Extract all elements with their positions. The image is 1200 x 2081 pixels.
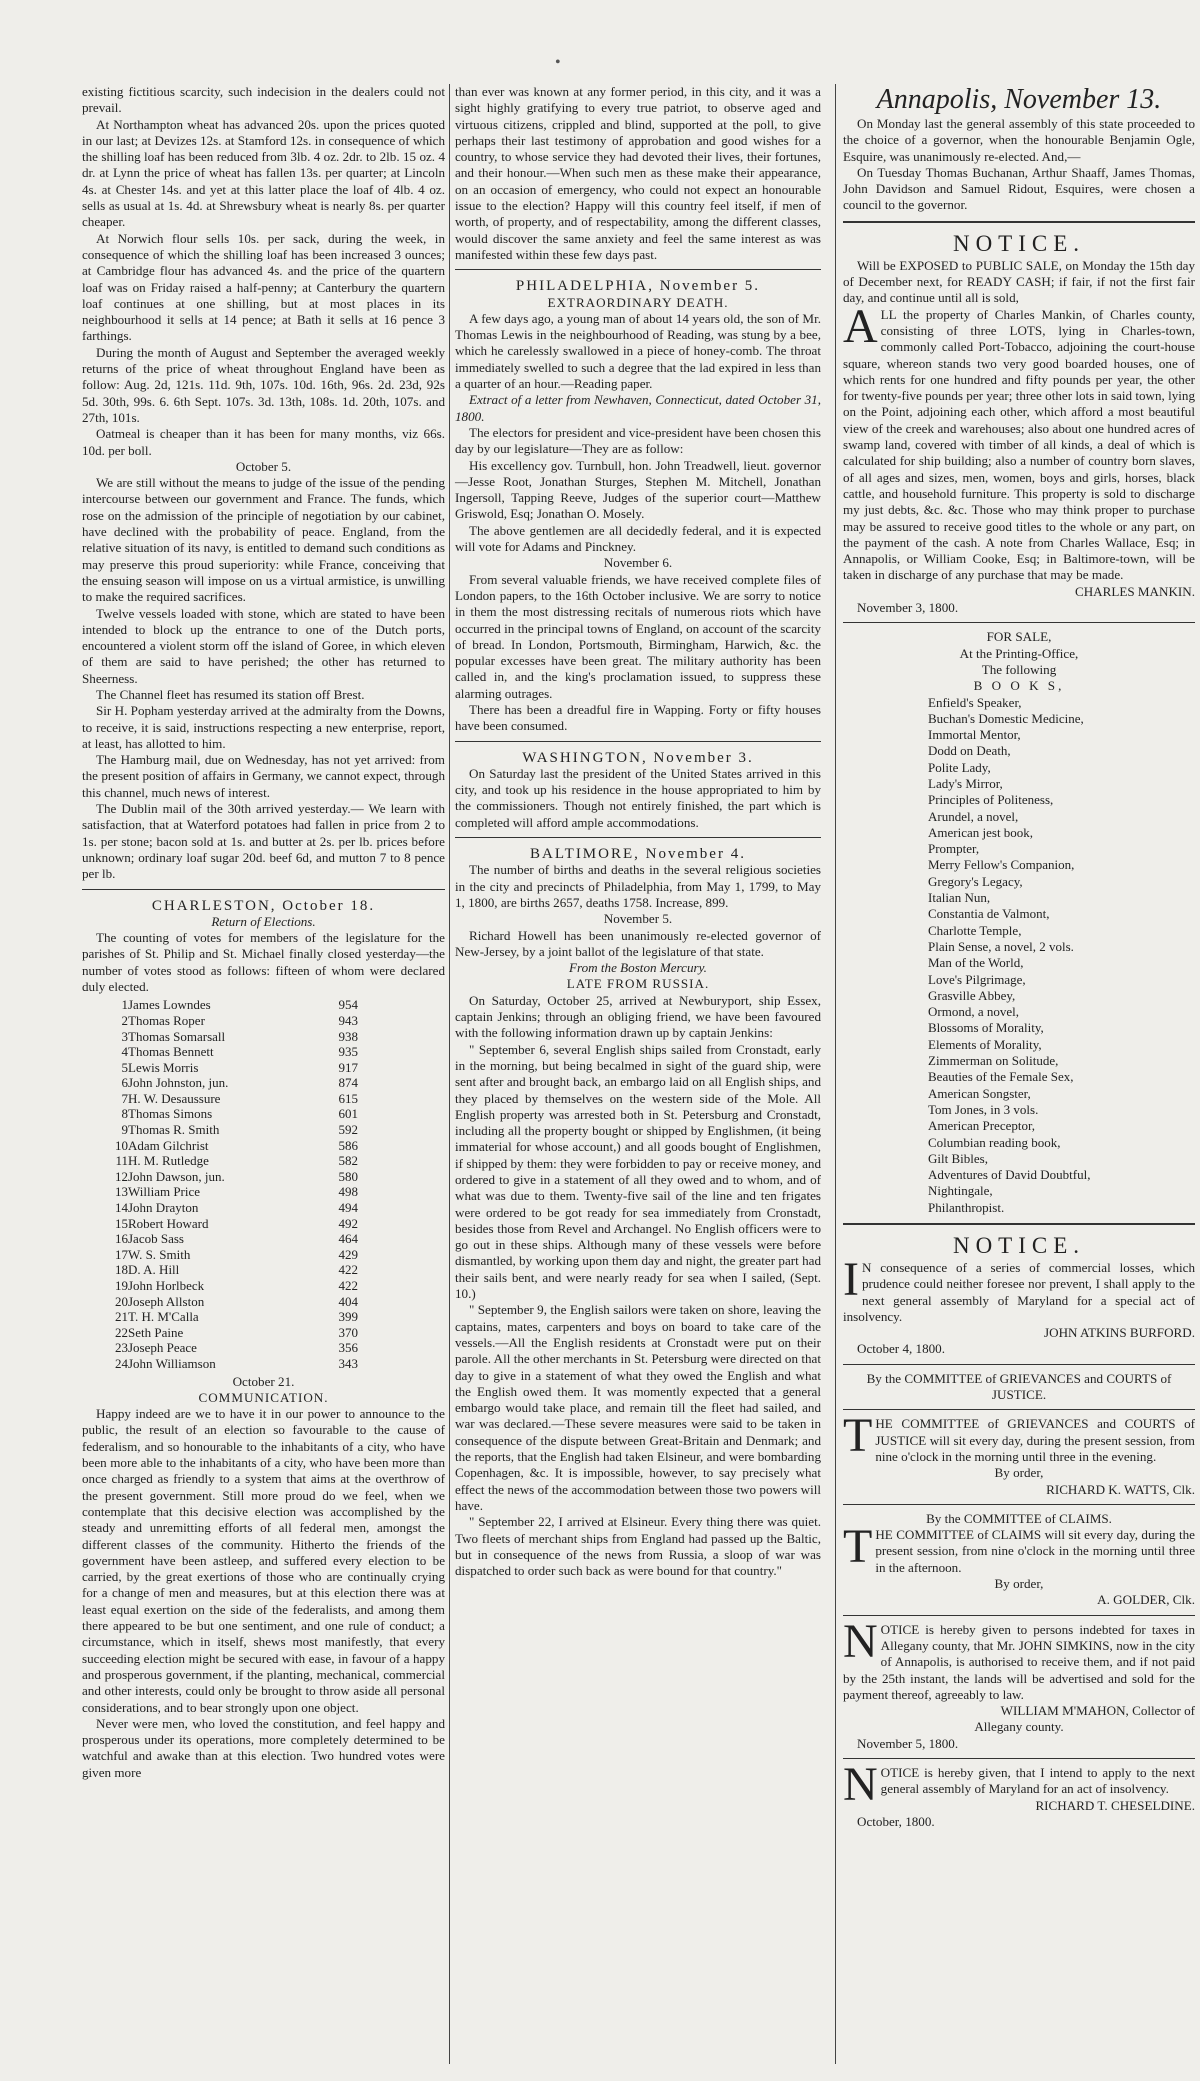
table-row [104,1091,358,1107]
vote-rank: 12 [115,1168,128,1184]
vote-count: 586 [338,1137,358,1153]
paragraph: A few days ago, a young man of about 14 years old, the son of Mr. Thomas Lewis in the neighbourhood of Reading, was stung by a bee, which he carelessly swallowed in a piece of honey-comb. The throat immediately swelled to such a degree that the lad expired in less than a quarter of an hour.—Reading paper. [455,310,821,392]
candidate-name: Lewis Morris [128,1059,199,1075]
vote-rank: 11 [115,1153,128,1169]
column-3 [843,84,1195,1830]
notice-heading: NOTICE. [952,230,1086,256]
signature: CHARLES MANKIN. [1074,583,1195,599]
vote-rank: 15 [115,1215,128,1231]
candidate-name: John Johnston, jun. [128,1075,229,1091]
vote-count: 429 [338,1246,358,1262]
vote-count: 370 [338,1324,358,1340]
table-row [104,1106,358,1122]
date-line: October 4, 1800. [857,1341,945,1357]
signature: RICHARD K. WATTS, Clk. [1046,1481,1195,1497]
notice-body [843,1253,1195,1325]
section-heading: WASHINGTON, November 3. [522,749,754,766]
paragraph: The counting of votes for members of the legislature for the parishes of St. Philip and St. Michael finally closed yesterday—the number of votes stood as follows: fifteen of whom were declared duly elected. [82,930,445,995]
vote-rank: 19 [115,1278,128,1294]
books-list [928,695,1195,1217]
vote-rank: 9 [121,1122,128,1138]
book-title: Dodd on Death, [928,743,1011,759]
masthead: Annapolis, November 13. [876,84,1162,115]
book-title: American Songster, [928,1085,1031,1101]
vote-rank: 17 [115,1246,128,1262]
paragraph: On Monday last the general assembly of this state proceeded to the choice of a governor, when the honourable Benjamin Ogle, Esquire, was unanimously re-elected. And,— [843,116,1195,164]
vote-rank: 6 [121,1075,128,1091]
date-line: November 5, 1800. [857,1735,959,1751]
book-title: Prompter, [928,841,980,857]
paragraph: On Tuesday Thomas Buchanan, Arthur Shaaff, James Thomas, John Davidson and Samuel Ridout, Esquires, were chosen a council to the governor. [843,164,1195,213]
book-title: Beauties of the Female Sex, [928,1069,1074,1085]
vote-rank: 4 [121,1044,128,1060]
divider [843,1364,1195,1365]
paragraph: Sir H. Popham yesterday arrived at the admiralty from the Downs, to receive, it is said, instructions respecting a new enterprise, report, at least, has allotted to him. [82,703,445,751]
vote-rank: 20 [115,1293,128,1309]
source-line: From the Boston Mercury. [569,960,707,976]
vote-rank: 21 [115,1309,128,1325]
vote-count: 343 [338,1355,358,1371]
drop-cap: N [843,1614,878,1668]
vote-count: 399 [338,1309,358,1325]
vote-count: 917 [338,1059,358,1075]
vote-rank: 24 [115,1355,128,1371]
committee-heading: By the COMMITTEE of GRIEVANCES and COURTS of JUSTICE. [866,1370,1172,1403]
drop-cap: T [843,1520,873,1574]
notice-body [843,299,1195,584]
divider [843,1615,1195,1616]
column-rule-2 [835,84,836,2064]
for-sale-line: The following [981,661,1057,677]
candidate-name: John Williamson [128,1355,216,1371]
book-title: Plain Sense, a novel, 2 vols. [928,938,1074,954]
divider [843,1758,1195,1759]
divider [843,221,1195,223]
notice-text: HE COMMITTEE of GRIEVANCES and COURTS of JUSTICE will sit every day, during the present session, from nine o'clock in the morning until three in the evening. [875,1416,1195,1464]
table-row [104,1294,358,1310]
paragraph: The Channel fleet has resumed its station off Brest. [96,686,365,702]
book-title: Constantia de Valmont, [928,906,1050,922]
vote-rank: 18 [115,1262,128,1278]
vote-rank: 3 [121,1028,128,1044]
vote-count: 498 [338,1184,358,1200]
drop-cap: N [843,1758,878,1812]
candidate-name: Thomas R. Smith [128,1122,220,1138]
candidate-name: W. S. Smith [128,1246,191,1262]
divider [455,269,821,270]
notice-text: OTICE is hereby given, that I intend to apply to the next general assembly of Maryland for an act of insolvency. [880,1765,1195,1797]
paragraph: Never were men, who loved the constitution, and feel happy and prosperous under its operations, more completely determined to be watchful and awake than at this election. Two hundred votes were given more [82,1715,445,1780]
paragraph: On Saturday, October 25, arrived at Newburyport, ship Essex, captain Jenkins; through an obliging friend, we have been favoured with the following information drawn up by captain Jenkins: [455,992,821,1041]
column-2 [455,84,821,1579]
book-title: Buchan's Domestic Medicine, [928,710,1084,726]
candidate-name: H. M. Rutledge [128,1153,209,1169]
vote-rank: 10 [115,1137,128,1153]
divider [843,1223,1195,1225]
candidate-name: Joseph Allston [128,1293,205,1309]
vote-rank: 7 [121,1090,128,1106]
paragraph: " September 6, several English ships sailed from Cronstadt, early in the morning, but being becalmed in sight of the guard ship, were sent after and brought back, an embargo laid on all English ships, and they placed by themselves on the western side of the Mole. All English property was arrested both in St. Petersburg and Cronstadt, including all the property bought or shipped by Englishmen, (it being immaterial for whose account,) and all goods bought of Englishmen, if shipped by them: they were forbidden to pay or receive money, and ordered to give in a statement of all they owed and to whom, and of what was due to them. Twenty-five sail of the line and ten frigates were ordered to be got ready for sea immediately from Cronstadt, besides those from Revel and Archangel. No English officers were to go out in these ships. Although many of these vessels were before dismantled, by working upon them day and night, the greater part had their sails bent, and were nearly ready for sea when I sailed, (Sept. 10.) [455,1041,821,1302]
candidate-name: Seth Paine [128,1324,184,1340]
date-line: October, 1800. [857,1813,935,1829]
candidate-name: H. W. Desaussure [128,1090,221,1106]
vote-count: 601 [338,1106,358,1122]
paragraph: From several valuable friends, we have received complete files of London papers, to the 16th October inclusive. We are sorry to notice in them the most distressing recitals of numerous riots which have occurred in the principal towns of England, on account of the scarcity of bread. In London, Portsmouth, Birmingham, Harwich, &c. the popular excesses have been great. The military authority has been called in, and the king's proclamation issued, to suppress these alarming outrages. [455,571,821,701]
table-row [104,1075,358,1091]
table-row [104,1184,358,1200]
divider [82,889,445,890]
paragraph: Twelve vessels loaded with stone, which are stated to have been intended to block up the entrance to one of the Dutch ports, encountered a violent storm off the island of Goree, in which eleven of them are said to have perished; the other has returned to Sheerness. [82,605,445,686]
vote-rank: 13 [115,1184,128,1200]
book-title: Adventures of David Doubtful, [928,1167,1091,1183]
vote-count: 422 [338,1278,358,1294]
books-heading: B O O K S, [973,678,1065,694]
candidate-name: Thomas Roper [128,1012,205,1028]
paragraph: His excellency gov. Turnbull, hon. John Treadwell, lieut. governor—Jesse Root, Jonathan Sturges, Stephen M. Mitchell, Jonathan Ingersoll, Tapping Reeve, Judges of the superior court—Matthew Griswold, Esq; Jonathan O. Mosely. [455,457,821,522]
paragraph: Happy indeed are we to have it in our power to announce to the public, the result of an election so favourable to the cause of federalism, and so honourable to the inhabitants of a city, who have been more able to the inhabitants of a city, who have been more than once charged as friendly to a system that aims at the overthrow of the present government. Still more proud do we feel, when we contemplate that this decisive election was accomplished by the steady and unremitting efforts of all federal men, amongst the different classes of the community. Hitherto the friends of the government have been astleep, and suffered every election to be carried, by the great exertions of those who are continually crying for a change of men and measures, but at this election there was at least equal exertion on the side of the federalists, and among them there appeared to be but one sentiment, and one rule of conduct; a circumstance, which in itself, shews most manifestly, that every succeeding election might be secured with ease, in favour of a happy and prosperous government, if the planting, mechanical, commercial and other interests, could only be brought to throw aside all personal considerations, and to bear strongly upon one object. [82,1406,445,1715]
book-title: Love's Pilgrimage, [928,971,1026,987]
notice-text: N consequence of a series of commercial losses, which prudence could neither foresee nor prevent, I shall apply to the next general assembly of Maryland for a special act of insolvency. [843,1260,1195,1324]
paragraph: than ever was known at any former period, in this city, and it was a sight highly gratifying to every true patriot, to observe aged and virtuous citizens, crippled and blind, supported at the poll, to give perhaps their last testimony of approbation and good wishes for a country, to whose service they had devoted their lives, their fortunes, and their honour.—When such men as these make their appearance, on an occasion of emergency, who could not expect an honourable issue to the election? Happy will this country feel itself, if men of worth, of property, and of respectability, among the different classes, would discover the same anxiety and feel the same interest as was manifested within these few days past. [455,84,821,262]
vote-count: 938 [338,1028,358,1044]
book-title: Grasville Abbey, [928,987,1016,1003]
date-line: November 3, 1800. [857,600,959,616]
notice-body [843,1614,1195,1703]
candidate-name: Joseph Peace [128,1340,197,1356]
vote-count: 580 [338,1168,358,1184]
paragraph: " September 22, I arrived at Elsineur. Every thing there was quiet. Two fleets of merchant ships from England had passed up the Baltic, but in consequence of the news from Russia, a sloop of war was dispatched to order such back as were bound for that country." [455,1514,821,1579]
candidate-name: William Price [128,1184,201,1200]
vote-rank: 22 [115,1324,128,1340]
column-1 [82,84,445,1781]
book-title: Philanthropist. [928,1199,1005,1215]
paragraph: The electors for president and vice-president have been chosen this day by our legislature—They are as follow: [455,424,821,457]
paragraph: Will be EXPOSED to PUBLIC SALE, on Monday the 15th day of December next, for READY CASH; if fair, if not the first fair day, and continue until all is sold, [843,257,1195,306]
table-row [104,1247,358,1263]
candidate-name: T. H. M'Calla [128,1309,199,1325]
vote-rank: 14 [115,1200,128,1216]
drop-cap: I [843,1253,859,1306]
table-row [104,1060,358,1076]
book-title: Enfield's Speaker, [928,694,1022,710]
vote-count: 492 [338,1215,358,1231]
candidate-name: Adam Gilchrist [128,1137,209,1153]
vote-rank: 2 [121,1012,128,1028]
table-row [104,1169,358,1185]
divider [455,741,821,742]
book-title: Blossoms of Morality, [928,1020,1044,1036]
book-title: Italian Nun, [928,890,991,906]
drop-cap: A [843,299,878,353]
paragraph: We are still without the means to judge of the issue of the pending intercourse between our government and France. The funds, which rose on the admission of the principle of negotiation by our cabinet, have declined with the probability of peace. England, from the relative situation of its navy, is entitled to demand such conditions as may preserve this proud superiority: while France, conceiving that the ensuing season will impose on us a virtual armistice, is unwilling to make the required sacrifices. [82,475,445,605]
notice-body [843,1520,1195,1576]
vote-count: 356 [338,1340,358,1356]
vote-count: 404 [338,1293,358,1309]
notice-heading: NOTICE. [952,1233,1086,1258]
section-heading: CHARLESTON, October 18. [151,897,376,914]
extract-heading: Extract of a letter from Newhaven, Connecticut, dated October 31, 1800. [455,392,821,424]
vote-count: 943 [338,1012,358,1028]
book-title: Man of the World, [928,955,1024,971]
subheading: EXTRAORDINARY DEATH. [547,294,729,310]
book-title: Charlotte Temple, [928,922,1022,938]
vote-count: 954 [338,997,358,1013]
book-title: Nightingale, [928,1183,993,1199]
paragraph: The Dublin mail of the 30th arrived yesterday.— We learn with satisfaction, that at Waterford potatoes had fallen in price from 2 to 1s. per stone; bacon sold at 1s. and butter at 2s. per lb. prices before unknown; ordinary loaf sugar 20d. beef 6d, and mutton 7 to 8 pence per lb. [82,801,445,882]
table-row [104,1200,358,1216]
vote-rank: 5 [121,1059,128,1075]
vote-count: 422 [338,1262,358,1278]
table-row [104,1309,358,1325]
book-title: Polite Lady, [928,759,991,775]
table-row [104,1044,358,1060]
candidate-name: Thomas Simons [128,1106,213,1122]
notice-text: HE COMMITTEE of CLAIMS will sit every day, during the present session, from nine o'clock in the morning until three in the afternoon. [875,1527,1195,1575]
signature: JOHN ATKINS BURFORD. [1044,1325,1195,1341]
vote-count: 592 [338,1122,358,1138]
table-row [104,1029,358,1045]
table-row [104,1153,358,1169]
signature: RICHARD T. CHESELDINE. [1035,1797,1195,1813]
dateline: October 21. [232,1373,295,1389]
by-order: By order, [994,1576,1044,1592]
candidate-name: James Lowndes [128,997,211,1013]
table-row [104,1216,358,1232]
divider [843,622,1195,623]
section-heading: PHILADELPHIA, November 5. [515,278,761,295]
book-title: Gregory's Legacy, [928,873,1023,889]
by-order: By order, [994,1465,1044,1481]
drop-cap: T [843,1409,873,1463]
divider [843,1409,1195,1410]
vote-count: 874 [338,1075,358,1091]
table-row [104,1340,358,1356]
notice-text: LL the property of Charles Mankin, of Charles county, consisting of three LOTS, lying in Charles-town, commonly called Port-Tobacco, adjoining the court-house square, whereon stands two very good boarded houses, one of which rents for one hundred and fifty pounds per year, the other for twenty-five pounds per year; three other lots in said town, lying on the Point, adjoining each other, which afford a most beautiful view of the creek and warehouses; also about one hundred acres of swamp land, covered with timber of all kinds, a deal of which is calculated for ship building; also a number of country born slaves, of all ages and sizes, men, women, boys and girls, horses, black cattle, and household furniture. This property is sold to discharge my just debts, &c. &c. Those who may think proper to purchase may be assured to receive good titles to the whole or any part, on the payment of the cash. A note from Charles Wallace, Esq; in Annapolis, or William Cooke, Esq; in Baltimore-town, will be taken in discharge of any purchase that may be made. [843,306,1195,583]
table-row [104,997,358,1013]
vote-count: 494 [338,1200,358,1216]
page-mark: • [555,54,561,71]
dateline: November 6. [603,555,673,571]
notice-text: OTICE is hereby given to persons indebted for taxes in Allegany county, that Mr. JOHN SIMKINS, now in the city of Annapolis, is authorised to receive them, and if not paid by the 25th instant, the lands will be advertised and sold for the payment thereof, agreeably to law. [843,1621,1195,1702]
book-title: Lady's Mirror, [928,775,1003,791]
candidate-name: John Drayton [128,1200,199,1216]
candidate-name: John Dawson, jun. [128,1168,225,1184]
table-row [104,1325,358,1341]
paragraph: At Northampton wheat has advanced 20s. upon the prices quoted in our last; at Devizes 12s. at Stamford 12s. in consequence of which the shilling loaf has been reduced from 3lb. 4 oz. 2dr. to 2lb. 15 oz. 4 dr. at Lynn the price of wheat has fallen 13s. per quarter; at Lincoln 4s. at Chester 14s. and yet at this latter place the loaf of 4lb. 4 oz. sells as usual at 1s. 4d. at Shrewsbury wheat is nearly 8s. per quarter cheaper. [82,116,445,230]
candidate-name: John Horlbeck [128,1278,205,1294]
paragraph: existing fictitious scarcity, such indecision in the dealers could not prevail. [82,84,445,116]
column-rule-1 [449,84,450,2064]
for-sale-heading: FOR SALE, [986,629,1052,645]
book-title: Gilt Bibles, [928,1150,988,1166]
subheading: LATE FROM RUSSIA. [566,976,710,992]
signature: WILLIAM M'MAHON, Collector of [1000,1703,1195,1719]
book-title: Zimmerman on Solitude, [928,1053,1059,1069]
book-title: Principles of Politeness, [928,792,1054,808]
dateline: November 5. [603,911,673,927]
table-row [104,1262,358,1278]
candidate-name: Thomas Somarsall [128,1028,226,1044]
book-title: Immortal Mentor, [928,727,1021,743]
table-row [104,1231,358,1247]
divider [455,837,821,838]
book-title: Columbian reading book, [928,1134,1061,1150]
vote-rank: 23 [115,1340,128,1356]
notice-body [843,1409,1195,1465]
for-sale-line: At the Printing-Office, [959,645,1079,661]
paragraph: On Saturday last the president of the United States arrived in this city, and took up his residence in the house appropriated to him by the commissioners. Though not entirely finished, the part which is completed will afford ample accommodations. [455,765,821,830]
table-row [104,1356,358,1372]
table-row [104,1122,358,1138]
signature: Allegany county. [974,1719,1064,1735]
vote-count: 464 [338,1231,358,1247]
dateline: October 5. [235,458,292,474]
paragraph: Richard Howell has been unanimously re-elected governor of New-Jersey, by a joint ballot of the legislature of that state. [455,927,821,959]
vote-rank: 16 [115,1231,128,1247]
book-title: Merry Fellow's Companion, [928,857,1075,873]
book-title: Elements of Morality, [928,1036,1042,1052]
paragraph: The number of births and deaths in the several religious societies in the city and precincts of Philadelphia, from May 1, 1799, to May 1, 1800, are births 2657, deaths 1758. Increase, 899. [455,862,821,910]
book-title: Tom Jones, in 3 vols. [928,1101,1039,1117]
subheading: COMMUNICATION. [198,1389,329,1405]
table-row [104,1278,358,1294]
paragraph: " September 9, the English sailors were taken on shore, leaving the captains, mates, carpenters and boys on board to take care of the vessels.—All the English residents at Cronstadt were put on their parole. All the other merchants in St. Petersburg were directed on that day to give in a statement of what they owed the English and what the English owed them. It was momently expected that a general embargo would take place, and remain till the fleet had sailed, and war was declared.—These severe measures were said to be taken in consequence of the dispute between Great-Britain and Denmark; and the reports, that the English had taken Elsineur, and were bombarding Copenhagen, &c. It is impossible, however, to say precisely what effect the news of the accommodation between those two powers will have. [455,1302,821,1513]
table-row [104,1013,358,1029]
paragraph: Oatmeal is cheaper than it has been for many months, viz 66s. 10d. per boll. [82,426,445,458]
candidate-name: Jacob Sass [128,1231,184,1247]
vote-count: 615 [338,1090,358,1106]
paragraph: At Norwich flour sells 10s. per sack, during the week, in consequence of which the shilling loaf has been increased 3 ounces; at Cambridge flour has advanced 4s. and the price of the quartern loaf was on Friday raised a half-penny; at Canterbury the quartern loaf continues at one shilling, but at most places in its neighbourhood it sells at 14 pence; at Bath it sells at 16 pence 3 farthings. [82,230,445,344]
election-results-table [104,997,358,1371]
book-title: American Preceptor, [928,1118,1036,1134]
vote-count: 582 [338,1153,358,1169]
committee-heading: By the COMMITTEE of CLAIMS. [926,1510,1112,1526]
paragraph: During the month of August and September the averaged weekly returns of the price of wheat throughout England have been as follow: Aug. 2d, 121s. 11d. 9th, 107s. 10d. 16th, 96s. 2d. 23d, 92s 5d. 30th, 99s. 6. 6th Sept. 107s. 3d. 13th, 108s. 1d. 20th, 107s. and 27th, 101s. [82,344,445,425]
vote-count: 935 [338,1044,358,1060]
book-title: Ormond, a novel, [928,1004,1019,1020]
candidate-name: Thomas Bennett [128,1044,214,1060]
book-title: Arundel, a novel, [928,808,1019,824]
vote-rank: 1 [121,997,128,1013]
candidate-name: Robert Howard [128,1215,209,1231]
paragraph: The Hamburg mail, due on Wednesday, has not yet arrived: from the present position of affairs in Germany, we cannot expect, through this channel, much news of interest. [82,752,445,800]
table-row [104,1138,358,1154]
vote-rank: 8 [121,1106,128,1122]
subheading: Return of Elections. [211,913,316,929]
candidate-name: D. A. Hill [128,1262,180,1278]
signature: A. GOLDER, Clk. [1097,1592,1195,1608]
book-title: American jest book, [928,824,1034,840]
section-heading: BALTIMORE, November 4. [530,846,746,863]
paragraph: The above gentlemen are all decidedly federal, and it is expected will vote for Adams and Pinckney. [455,522,821,555]
divider [843,1504,1195,1505]
paragraph: There has been a dreadful fire in Wapping. Forty or fifty houses have been consumed. [455,701,821,734]
